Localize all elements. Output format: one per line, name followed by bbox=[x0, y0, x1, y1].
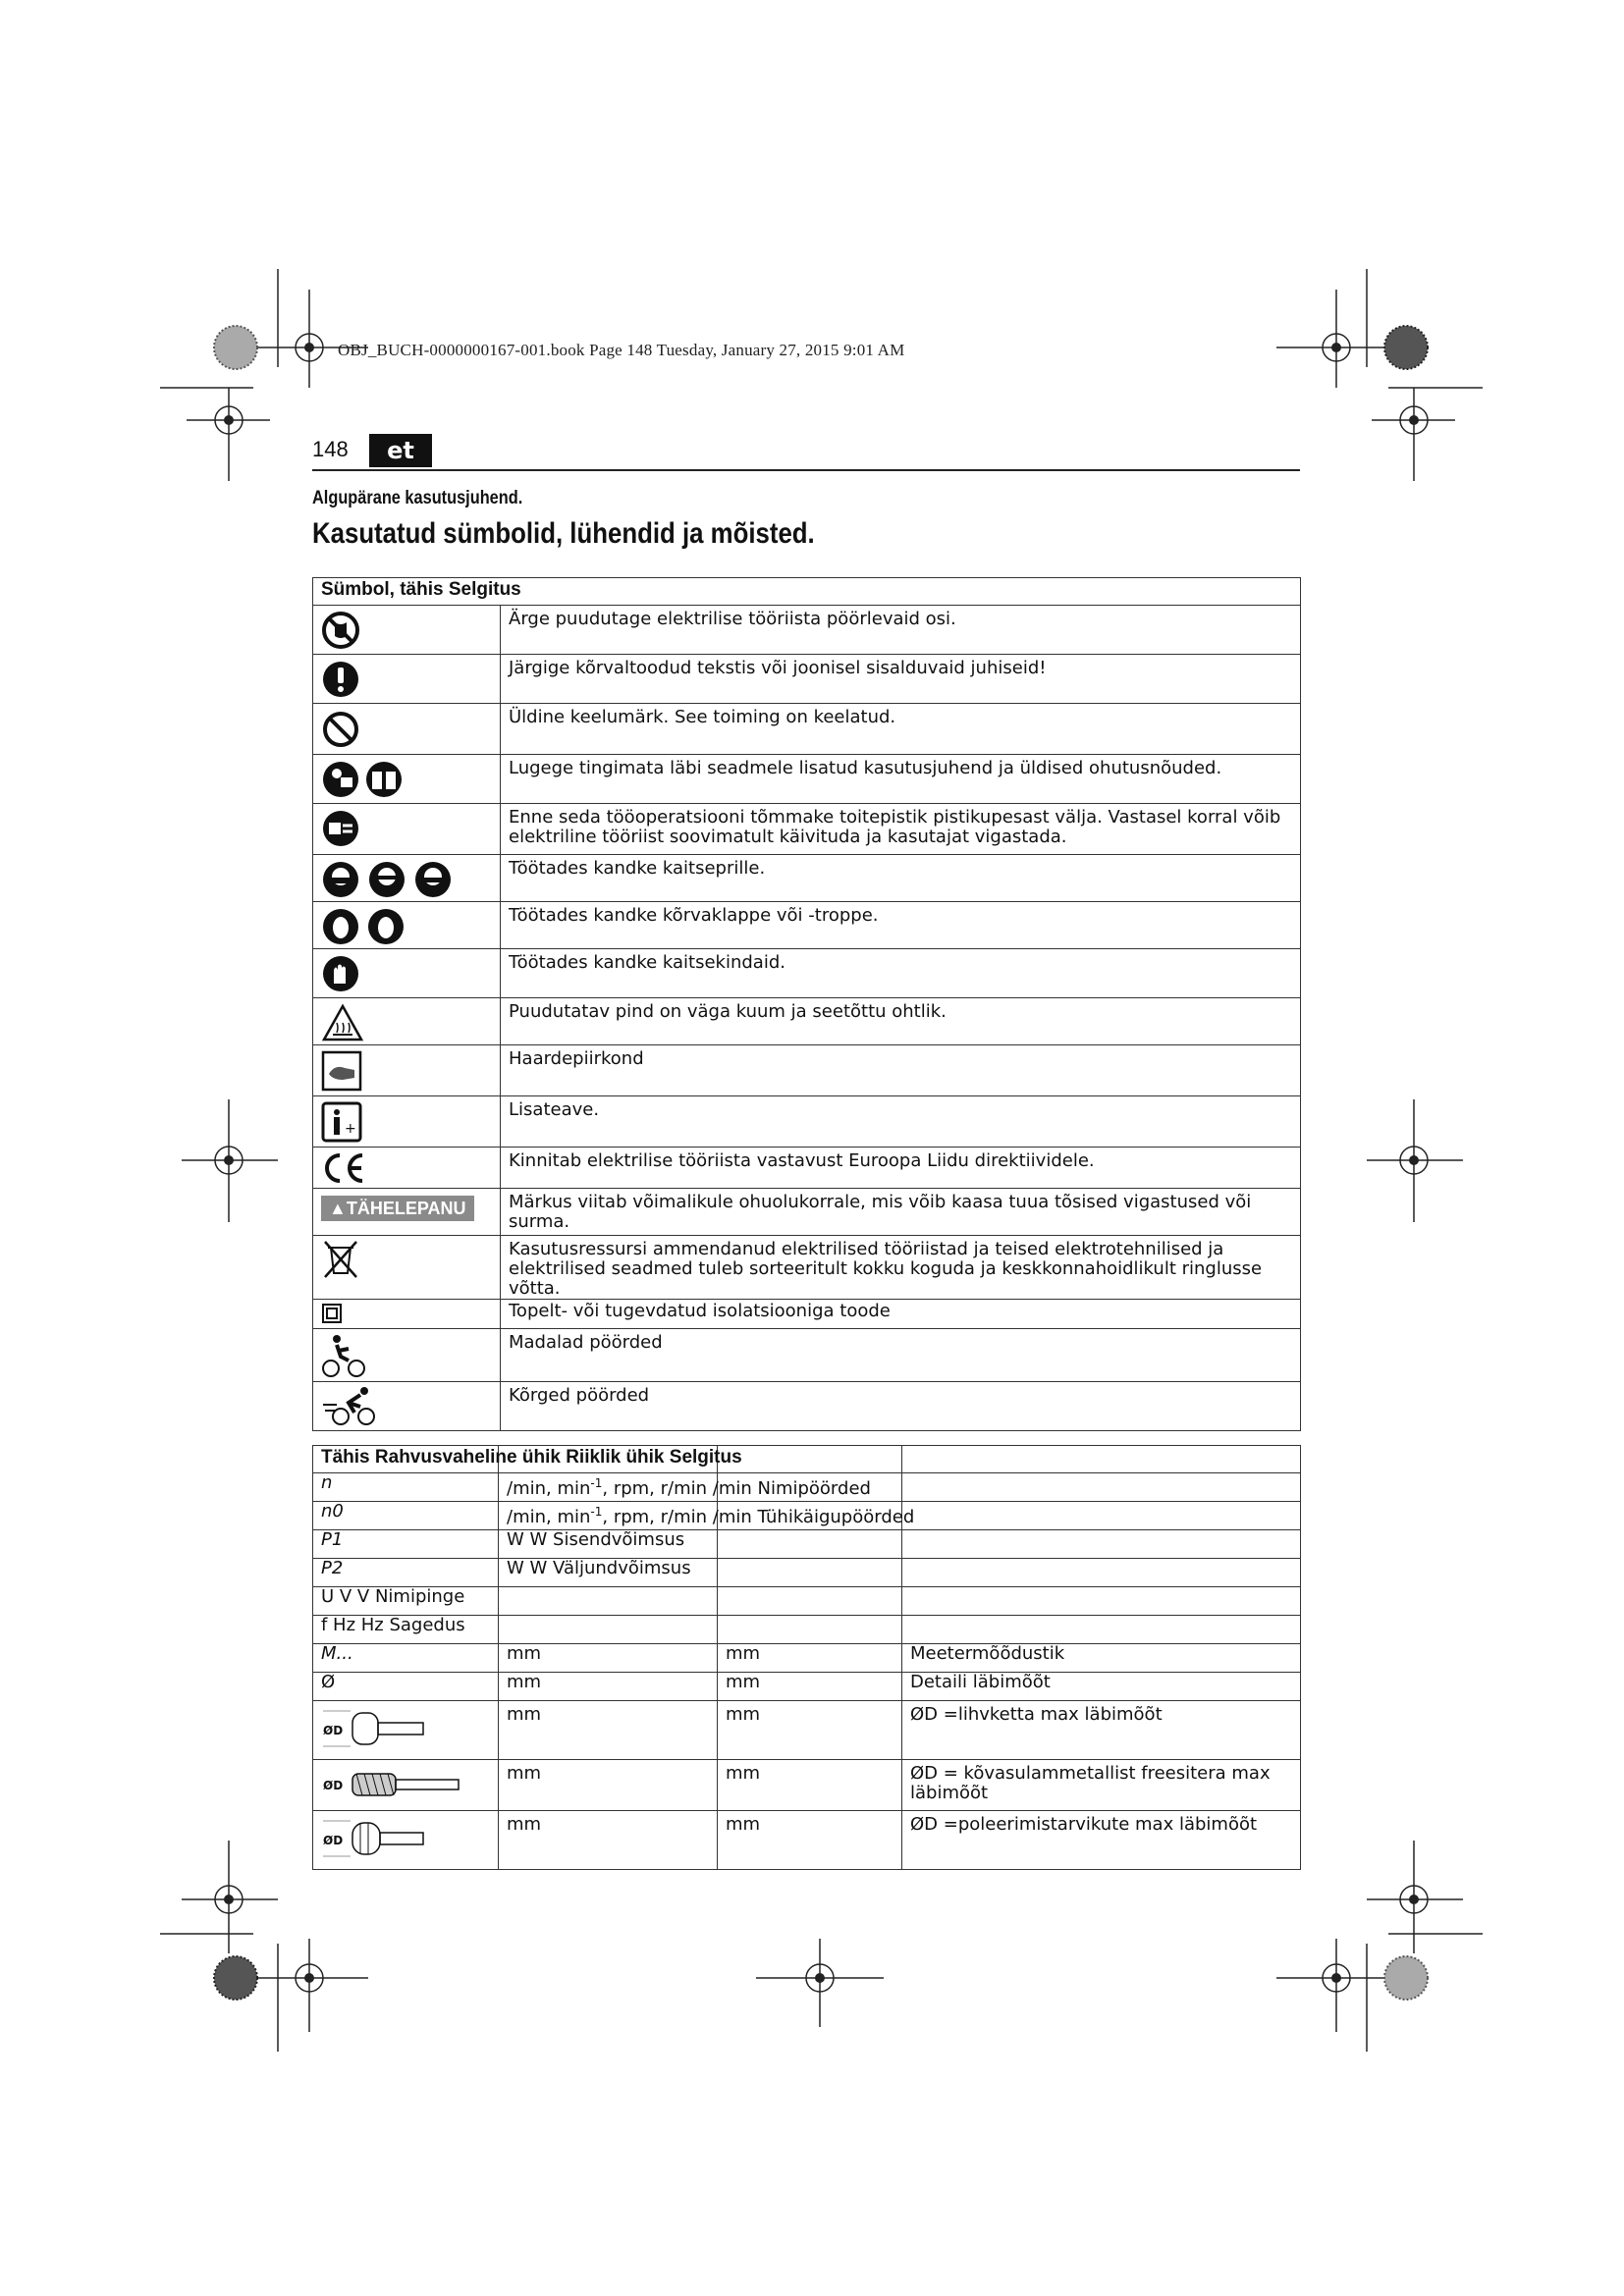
symbol-description: Lugege tingimata läbi seadmele lisatud kasutusjuhend ja üldised ohutusnõuded. bbox=[501, 755, 1301, 804]
symbol-description: Topelt- või tugevdatud isolatsiooniga toode bbox=[501, 1300, 1301, 1329]
svg-text:ØD: ØD bbox=[323, 1724, 344, 1737]
header-rule bbox=[312, 469, 1300, 471]
page-number: 148 bbox=[312, 437, 349, 461]
unit-international bbox=[499, 1587, 718, 1616]
document-subtitle: Algupärane kasutusjuhend. bbox=[312, 488, 523, 508]
symbol-cell bbox=[313, 1300, 501, 1329]
table-row bbox=[313, 1329, 1301, 1382]
table-row bbox=[313, 1473, 1301, 1502]
symbol-description: Ärge puudutage elektrilise tööriista pöörlevaid osi. bbox=[501, 606, 1301, 655]
table-row bbox=[313, 655, 1301, 704]
unit-symbol: M... bbox=[313, 1644, 499, 1673]
unit-national: mm bbox=[718, 1644, 902, 1673]
table-row bbox=[313, 1045, 1301, 1096]
symbol-description: Puudutatav pind on väga kuum ja seetõttu ohtlik. bbox=[501, 998, 1301, 1045]
unit-international: W W Sisendvõimsus bbox=[499, 1530, 718, 1559]
attention-label: ▲TÄHELEPANU bbox=[321, 1196, 474, 1221]
table-row bbox=[313, 1189, 1301, 1236]
table-row bbox=[313, 1587, 1301, 1616]
table-row bbox=[313, 1300, 1301, 1329]
symbol-description: Haardepiirkond bbox=[501, 1045, 1301, 1096]
unplug-icon bbox=[321, 809, 360, 848]
units-table-header bbox=[313, 1446, 1301, 1473]
unit-explanation bbox=[902, 1559, 1301, 1587]
symbol-description: Töötades kandke kaitsekindaid. bbox=[501, 949, 1301, 998]
unit-symbol bbox=[313, 1701, 499, 1760]
symbol-description: Töötades kandke kaitseprille. bbox=[501, 855, 1301, 902]
table-row bbox=[313, 606, 1301, 655]
book-print-info: OBJ_BUCH-0000000167-001.book Page 148 Tuesday, January 27, 2015 9:01 AM bbox=[338, 341, 905, 359]
unit-symbol: f Hz Hz Sagedus bbox=[313, 1616, 499, 1644]
unit-symbol bbox=[313, 1760, 499, 1811]
table-row bbox=[313, 855, 1301, 902]
ear-protection-icon bbox=[321, 907, 409, 946]
symbol-cell bbox=[313, 606, 501, 655]
unit-explanation bbox=[902, 1530, 1301, 1559]
low-speed-cyclist-icon bbox=[321, 1333, 366, 1378]
protective-gloves-icon bbox=[321, 954, 360, 993]
general-prohibition-icon bbox=[321, 710, 360, 749]
unit-international bbox=[499, 1616, 718, 1644]
symbol-cell bbox=[313, 1189, 501, 1236]
unit-national bbox=[718, 1559, 902, 1587]
unit-national: mm bbox=[718, 1673, 902, 1701]
table-row bbox=[313, 1096, 1301, 1148]
table-row bbox=[313, 1644, 1301, 1673]
symbol-description: Töötades kandke kõrvaklappe või -troppe. bbox=[501, 902, 1301, 949]
grip-area-icon bbox=[321, 1050, 362, 1092]
safety-goggles-icon bbox=[321, 860, 454, 899]
table-row bbox=[313, 1760, 1301, 1811]
unit-explanation: ØD =poleerimistarvikute max läbimõõt bbox=[902, 1811, 1301, 1870]
symbols-table bbox=[312, 577, 1301, 1431]
unit-symbol: n0 bbox=[313, 1502, 499, 1530]
symbol-cell bbox=[313, 1148, 501, 1189]
table-row bbox=[313, 1382, 1301, 1431]
svg-text:+: + bbox=[345, 1121, 356, 1137]
table-row bbox=[313, 998, 1301, 1045]
symbol-description: Madalad pöörded bbox=[501, 1329, 1301, 1382]
read-manual-icon bbox=[321, 760, 409, 799]
unit-national: mm bbox=[718, 1701, 902, 1760]
symbol-cell bbox=[313, 1236, 501, 1300]
table-row bbox=[313, 949, 1301, 998]
unit-explanation bbox=[902, 1587, 1301, 1616]
polishing-tool-diameter-icon bbox=[321, 1815, 429, 1862]
symbol-description: Kinnitab elektrilise tööriista vastavust Euroopa Liidu direktiividele. bbox=[501, 1148, 1301, 1189]
hot-surface-warning-icon bbox=[321, 1003, 364, 1042]
symbol-cell bbox=[313, 1096, 501, 1148]
unit-explanation: Meetermõõdustik bbox=[902, 1644, 1301, 1673]
unit-explanation bbox=[902, 1616, 1301, 1644]
unit-international: mm bbox=[499, 1701, 718, 1760]
unit-national bbox=[718, 1587, 902, 1616]
symbol-description: Lisateave. bbox=[501, 1096, 1301, 1148]
table-row bbox=[313, 1148, 1301, 1189]
unit-explanation bbox=[902, 1502, 1301, 1530]
table-row bbox=[313, 1811, 1301, 1870]
symbol-cell bbox=[313, 655, 501, 704]
table-row bbox=[313, 755, 1301, 804]
unit-explanation: ØD =lihvketta max läbimõõt bbox=[902, 1701, 1301, 1760]
units-table bbox=[312, 1445, 1301, 1870]
info-icon bbox=[321, 1101, 362, 1143]
unit-explanation: Detaili läbimõõt bbox=[902, 1673, 1301, 1701]
symbol-cell bbox=[313, 1045, 501, 1096]
symbol-description: Märkus viitab võimalikule ohuolukorrale, mis võib kaasa tuua tõsised vigastused või surma. bbox=[501, 1189, 1301, 1236]
symbol-cell bbox=[313, 949, 501, 998]
svg-text:ØD: ØD bbox=[323, 1779, 344, 1792]
unit-explanation bbox=[902, 1473, 1301, 1502]
ce-mark-icon bbox=[321, 1151, 366, 1185]
symbol-description: Üldine keelumärk. See toiming on keelatud. bbox=[501, 704, 1301, 755]
table-row bbox=[313, 704, 1301, 755]
unit-symbol: U V V Nimipinge bbox=[313, 1587, 499, 1616]
svg-text:ØD: ØD bbox=[323, 1834, 344, 1847]
symbol-cell bbox=[313, 804, 501, 855]
symbols-header-text: Sümbol, tähis Selgitus bbox=[313, 578, 1301, 606]
no-touch-rotating-parts-icon bbox=[321, 611, 360, 650]
unit-explanation: ØD = kõvasulammetallist freesitera max läbimõõt bbox=[902, 1760, 1301, 1811]
symbol-cell bbox=[313, 855, 501, 902]
page-title: Kasutatud sümbolid, lühendid ja mõisted. bbox=[312, 517, 815, 550]
weee-bin-icon bbox=[321, 1238, 360, 1281]
grinding-disc-diameter-icon bbox=[321, 1705, 429, 1752]
unit-national bbox=[718, 1530, 902, 1559]
high-speed-cyclist-icon bbox=[321, 1385, 380, 1426]
unit-international: mm bbox=[499, 1673, 718, 1701]
mandatory-exclamation-icon bbox=[321, 660, 360, 699]
unit-symbol: P2 bbox=[313, 1559, 499, 1587]
language-badge: et bbox=[369, 434, 432, 467]
unit-symbol: Ø bbox=[313, 1673, 499, 1701]
symbol-cell bbox=[313, 902, 501, 949]
unit-symbol: n bbox=[313, 1473, 499, 1502]
symbol-description: Enne seda tööoperatsiooni tõmmake toitepistik pistikupesast välja. Vastasel korral võib elektriline tööriist soovimatult käivituda ja kasutajat vigastada. bbox=[501, 804, 1301, 855]
unit-international: mm bbox=[499, 1644, 718, 1673]
symbol-cell bbox=[313, 1382, 501, 1431]
unit-international: W W Väljundvõimsus bbox=[499, 1559, 718, 1587]
unit-symbol: P1 bbox=[313, 1530, 499, 1559]
symbol-description: Kõrged pöörded bbox=[501, 1382, 1301, 1431]
symbol-description: Järgige kõrvaltoodud tekstis või joonisel sisalduvaid juhiseid! bbox=[501, 655, 1301, 704]
attention-label-text: TÄHELEPANU bbox=[346, 1199, 466, 1218]
table-row bbox=[313, 1530, 1301, 1559]
symbol-cell bbox=[313, 755, 501, 804]
unit-international: mm bbox=[499, 1760, 718, 1811]
table-row bbox=[313, 902, 1301, 949]
symbol-description: Kasutusressursi ammendanud elektrilised tööriistad ja teised elektrotehnilised ja elektrilised seadmed tuleb sorteeritult kokku koguda ja keskkonnahoidlikult ringlusse võtta. bbox=[501, 1236, 1301, 1300]
unit-international: mm bbox=[499, 1811, 718, 1870]
table-row bbox=[313, 1616, 1301, 1644]
table-row bbox=[313, 1559, 1301, 1587]
table-row bbox=[313, 1701, 1301, 1760]
table-row bbox=[313, 1673, 1301, 1701]
unit-national bbox=[718, 1616, 902, 1644]
unit-national: mm bbox=[718, 1760, 902, 1811]
unit-international: /min, $\min^{-1}$, rpm, r/min /min Tühikäigupöörded bbox=[499, 1502, 718, 1530]
double-insulation-icon bbox=[321, 1303, 343, 1324]
unit-national: mm bbox=[718, 1811, 902, 1870]
unit-symbol bbox=[313, 1811, 499, 1870]
symbol-cell bbox=[313, 1329, 501, 1382]
table-row bbox=[313, 1502, 1301, 1530]
table-row bbox=[313, 804, 1301, 855]
table-row bbox=[313, 1236, 1301, 1300]
unit-international: /min, $\min^{-1}$, rpm, r/min /min Nimipöörded bbox=[499, 1473, 718, 1502]
units-header-text: Tähis Rahvusvaheline ühik Riiklik ühik Selgitus bbox=[313, 1446, 499, 1473]
symbol-cell bbox=[313, 998, 501, 1045]
symbol-cell bbox=[313, 704, 501, 755]
carbide-cutter-diameter-icon bbox=[321, 1764, 463, 1803]
symbols-table-header bbox=[313, 578, 1301, 606]
